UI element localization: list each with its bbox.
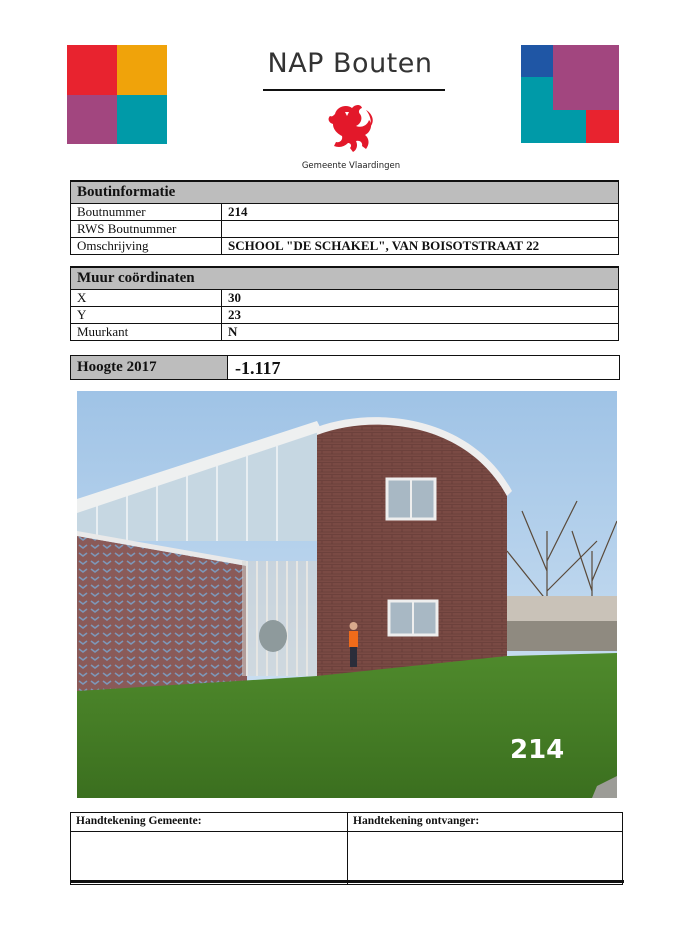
- muurkant-value: N: [222, 324, 619, 341]
- signature-box-gemeente[interactable]: [71, 832, 348, 885]
- muur-coordinaten-heading: Muur coördinaten: [71, 267, 619, 290]
- table-row: [71, 238, 619, 255]
- x-label: X: [71, 290, 222, 307]
- signature-table: [70, 812, 623, 885]
- photo-bout-number: 214: [510, 735, 565, 765]
- logo-left-purple: [67, 95, 117, 144]
- signature-box-ontvanger[interactable]: [348, 832, 623, 885]
- omschrijving-label: Omschrijving: [71, 238, 222, 255]
- crest-caption: Gemeente Vlaardingen: [301, 161, 401, 171]
- hoogte-value: -1.117: [235, 358, 281, 378]
- x-value: 30: [222, 290, 619, 307]
- boutinformatie-heading: Boutinformatie: [71, 181, 619, 204]
- logo-right-red: [586, 110, 619, 143]
- table-row: [71, 204, 619, 221]
- rws-boutnummer-value: [222, 221, 619, 238]
- table-row: [71, 324, 619, 341]
- omschrijving-value: SCHOOL "DE SCHAKEL", VAN BOISOTSTRAAT 22: [222, 238, 619, 255]
- table-row: [71, 221, 619, 238]
- table-row: [71, 307, 619, 324]
- logo-left-orange: [117, 45, 167, 95]
- rws-boutnummer-label: RWS Boutnummer: [71, 221, 222, 238]
- logo-left-teal: [117, 95, 167, 144]
- boutnummer-label: Boutnummer: [71, 204, 222, 221]
- y-label: Y: [71, 307, 222, 324]
- signature-bottom-rule: [70, 880, 624, 883]
- logo-right-purple: [553, 45, 619, 110]
- table-row: [71, 290, 619, 307]
- muurkant-label: Muurkant: [71, 324, 222, 341]
- logo-left-red: [67, 45, 117, 95]
- boutnummer-value: 214: [222, 204, 619, 221]
- hoogte-label: Hoogte 2017: [71, 356, 228, 379]
- y-value: 23: [222, 307, 619, 324]
- hoogte-box: [70, 355, 620, 380]
- handtekening-gemeente-label: Handtekening Gemeente:: [71, 813, 348, 832]
- vlaardingen-lion-crest-icon: [321, 100, 379, 158]
- page-title: NAP Bouten: [267, 48, 433, 79]
- handtekening-ontvanger-label: Handtekening ontvanger:: [348, 813, 623, 832]
- logo-right-blue: [521, 45, 553, 77]
- boutinformatie-table: [70, 180, 619, 255]
- muur-coordinaten-table: [70, 266, 619, 341]
- title-divider: [263, 89, 445, 91]
